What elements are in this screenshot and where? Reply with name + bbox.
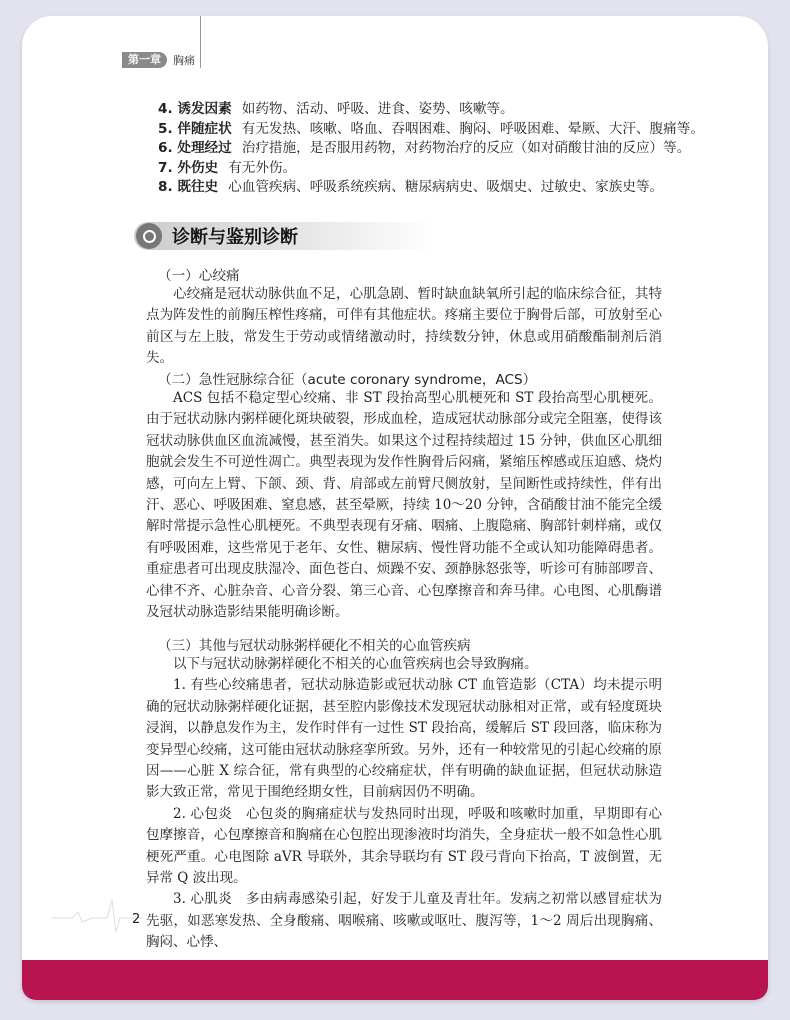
section-title: 诊断与鉴别诊断 bbox=[172, 227, 298, 248]
chapter-title: 胸痛 bbox=[173, 54, 195, 67]
header-divider bbox=[200, 16, 201, 68]
subheading-other: （三）其他与冠状动脉粥样硬化不相关的心血管疾病 bbox=[158, 638, 471, 654]
list-item: 5. 伴随症状 有无发热、咳嗽、咯血、吞咽困难、胸闷、呼吸困难、晕厥、大汗、腹痛等。 bbox=[158, 120, 704, 137]
subheading-acs: （二）急性冠脉综合征（acute coronary syndrome，ACS） bbox=[158, 372, 537, 388]
section-heading bbox=[134, 222, 434, 250]
history-list bbox=[158, 100, 704, 198]
list-item: 8. 既往史 心血管疾病、呼吸系统疾病、糖尿病病史、吸烟史、过敏史、家族史等。 bbox=[158, 179, 664, 196]
paragraph: 1. 有些心绞痛患者，冠状动脉造影或冠状动脉 CT 血管造影（CTA）均未提示明确的冠状动脉粥样硬化证据，甚至腔内影像技术发现冠状动脉相对正常，或有轻度斑块浸润，以静息发作为主，发作时伴有一过性 ST 段抬高，缓解后 ST 段回落，临床称为变异型心绞痛，这可能由冠状动脉痉挛所致。另外，还有一种较常见的引起心绞痛的原因——心脏 X 综合征，常有典型的心绞痛症状，伴有明确的缺血证据，但冠状动脉造影大致正常，常见于围绝经期女性，目前病因仍不明确。 bbox=[146, 677, 662, 801]
list-item: 7. 外伤史 有无外伤。 bbox=[158, 159, 297, 176]
paragraph-other bbox=[146, 654, 662, 954]
paragraph: 2. 心包炎 心包炎的胸痛症状与发热同时出现，呼吸和咳嗽时加重，早期即有心包摩擦音，心包摩擦音和胸痛在心包腔出现渗液时均消失，全身症状一般不如急性心肌梗死严重。心电图除 aVR 导联外，其余导联均有 ST 段弓背向下抬高，T 波倒置，无异常 Q 波出现。 bbox=[146, 805, 662, 887]
paragraph: 心绞痛是冠状动脉供血不足，心肌急剧、暂时缺血缺氧所引起的临床综合征，其特点为阵发性的前胸压榨性疼痛，可伴有其他症状。疼痛主要位于胸骨后部，可放射至心前区与左上肢，常发生于劳动或情绪激动时，持续数分钟，休息或用硝酸酯制剂后消失。 bbox=[146, 286, 662, 367]
subheading-angina: （一）心绞痛 bbox=[158, 268, 240, 284]
chapter-badge: 第一章 bbox=[122, 52, 167, 68]
paragraph-acs bbox=[146, 388, 662, 623]
list-item: 6. 处理经过 治疗措施，是否服用药物，对药物治疗的反应（如对硝酸甘油的反应）等。 bbox=[158, 140, 691, 157]
footer-band bbox=[22, 960, 768, 1000]
page-number: 2 bbox=[132, 912, 141, 927]
list-item: 4. 诱发因素 如药物、活动、呼吸、进食、姿势、咳嗽等。 bbox=[158, 101, 514, 117]
paragraph: 3. 心肌炎 多由病毒感染引起，好发于儿童及青壮年。发病之初常以感冒症状为先驱，如恶寒发热、全身酸痛、咽喉痛、咳嗽或呕吐、腹泻等，1～2 周后出现胸痛、胸闷、心悸、 bbox=[146, 891, 662, 951]
magnifier-icon bbox=[136, 223, 162, 249]
book-page bbox=[22, 16, 768, 1000]
paragraph: ACS 包括不稳定型心绞痛、非 ST 段抬高型心肌梗死和 ST 段抬高型心肌梗死。由于冠状动脉内粥样硬化斑块破裂，形成血栓，造成冠状动脉部分或完全阻塞，使得该冠状动脉供血区血流减慢，甚至消失。如果这个过程持续超过 15 分钟，供血区心肌细胞就会发生不可逆性凋亡。典型表现为发作性胸骨后闷痛，紧缩压榨感或压迫感、烧灼感，可向左上臂、下颌、颈、背、肩部或左前臂尺侧放射，呈间断性或持续性，伴有出汗、恶心、呼吸困难、窒息感，甚至晕厥，持续 10～20 分钟，含硝酸甘油不能完全缓解时常提示急性心肌梗死。不典型表现有牙痛、咽痛、上腹隐痛、胸部针刺样痛，或仅有呼吸困难，这些常见于老年、女性、糖尿病、慢性肾功能不全或认知功能障碍患者。重症患者可出现皮肤湿冷、面色苍白、烦躁不安、颈静脉怒张等，听诊可有肺部啰音、心律不齐、心脏杂音、心音分裂、第三心音、心包摩擦音和奔马律。心电图、心肌酶谱及冠状动脉造影结果能明确诊断。 bbox=[146, 390, 662, 621]
paragraph-angina bbox=[146, 284, 662, 370]
paragraph: 以下与冠状动脉粥样硬化不相关的心血管疾病也会导致胸痛。 bbox=[173, 656, 538, 672]
running-header bbox=[122, 52, 195, 68]
ecg-decoration-icon bbox=[52, 896, 142, 936]
